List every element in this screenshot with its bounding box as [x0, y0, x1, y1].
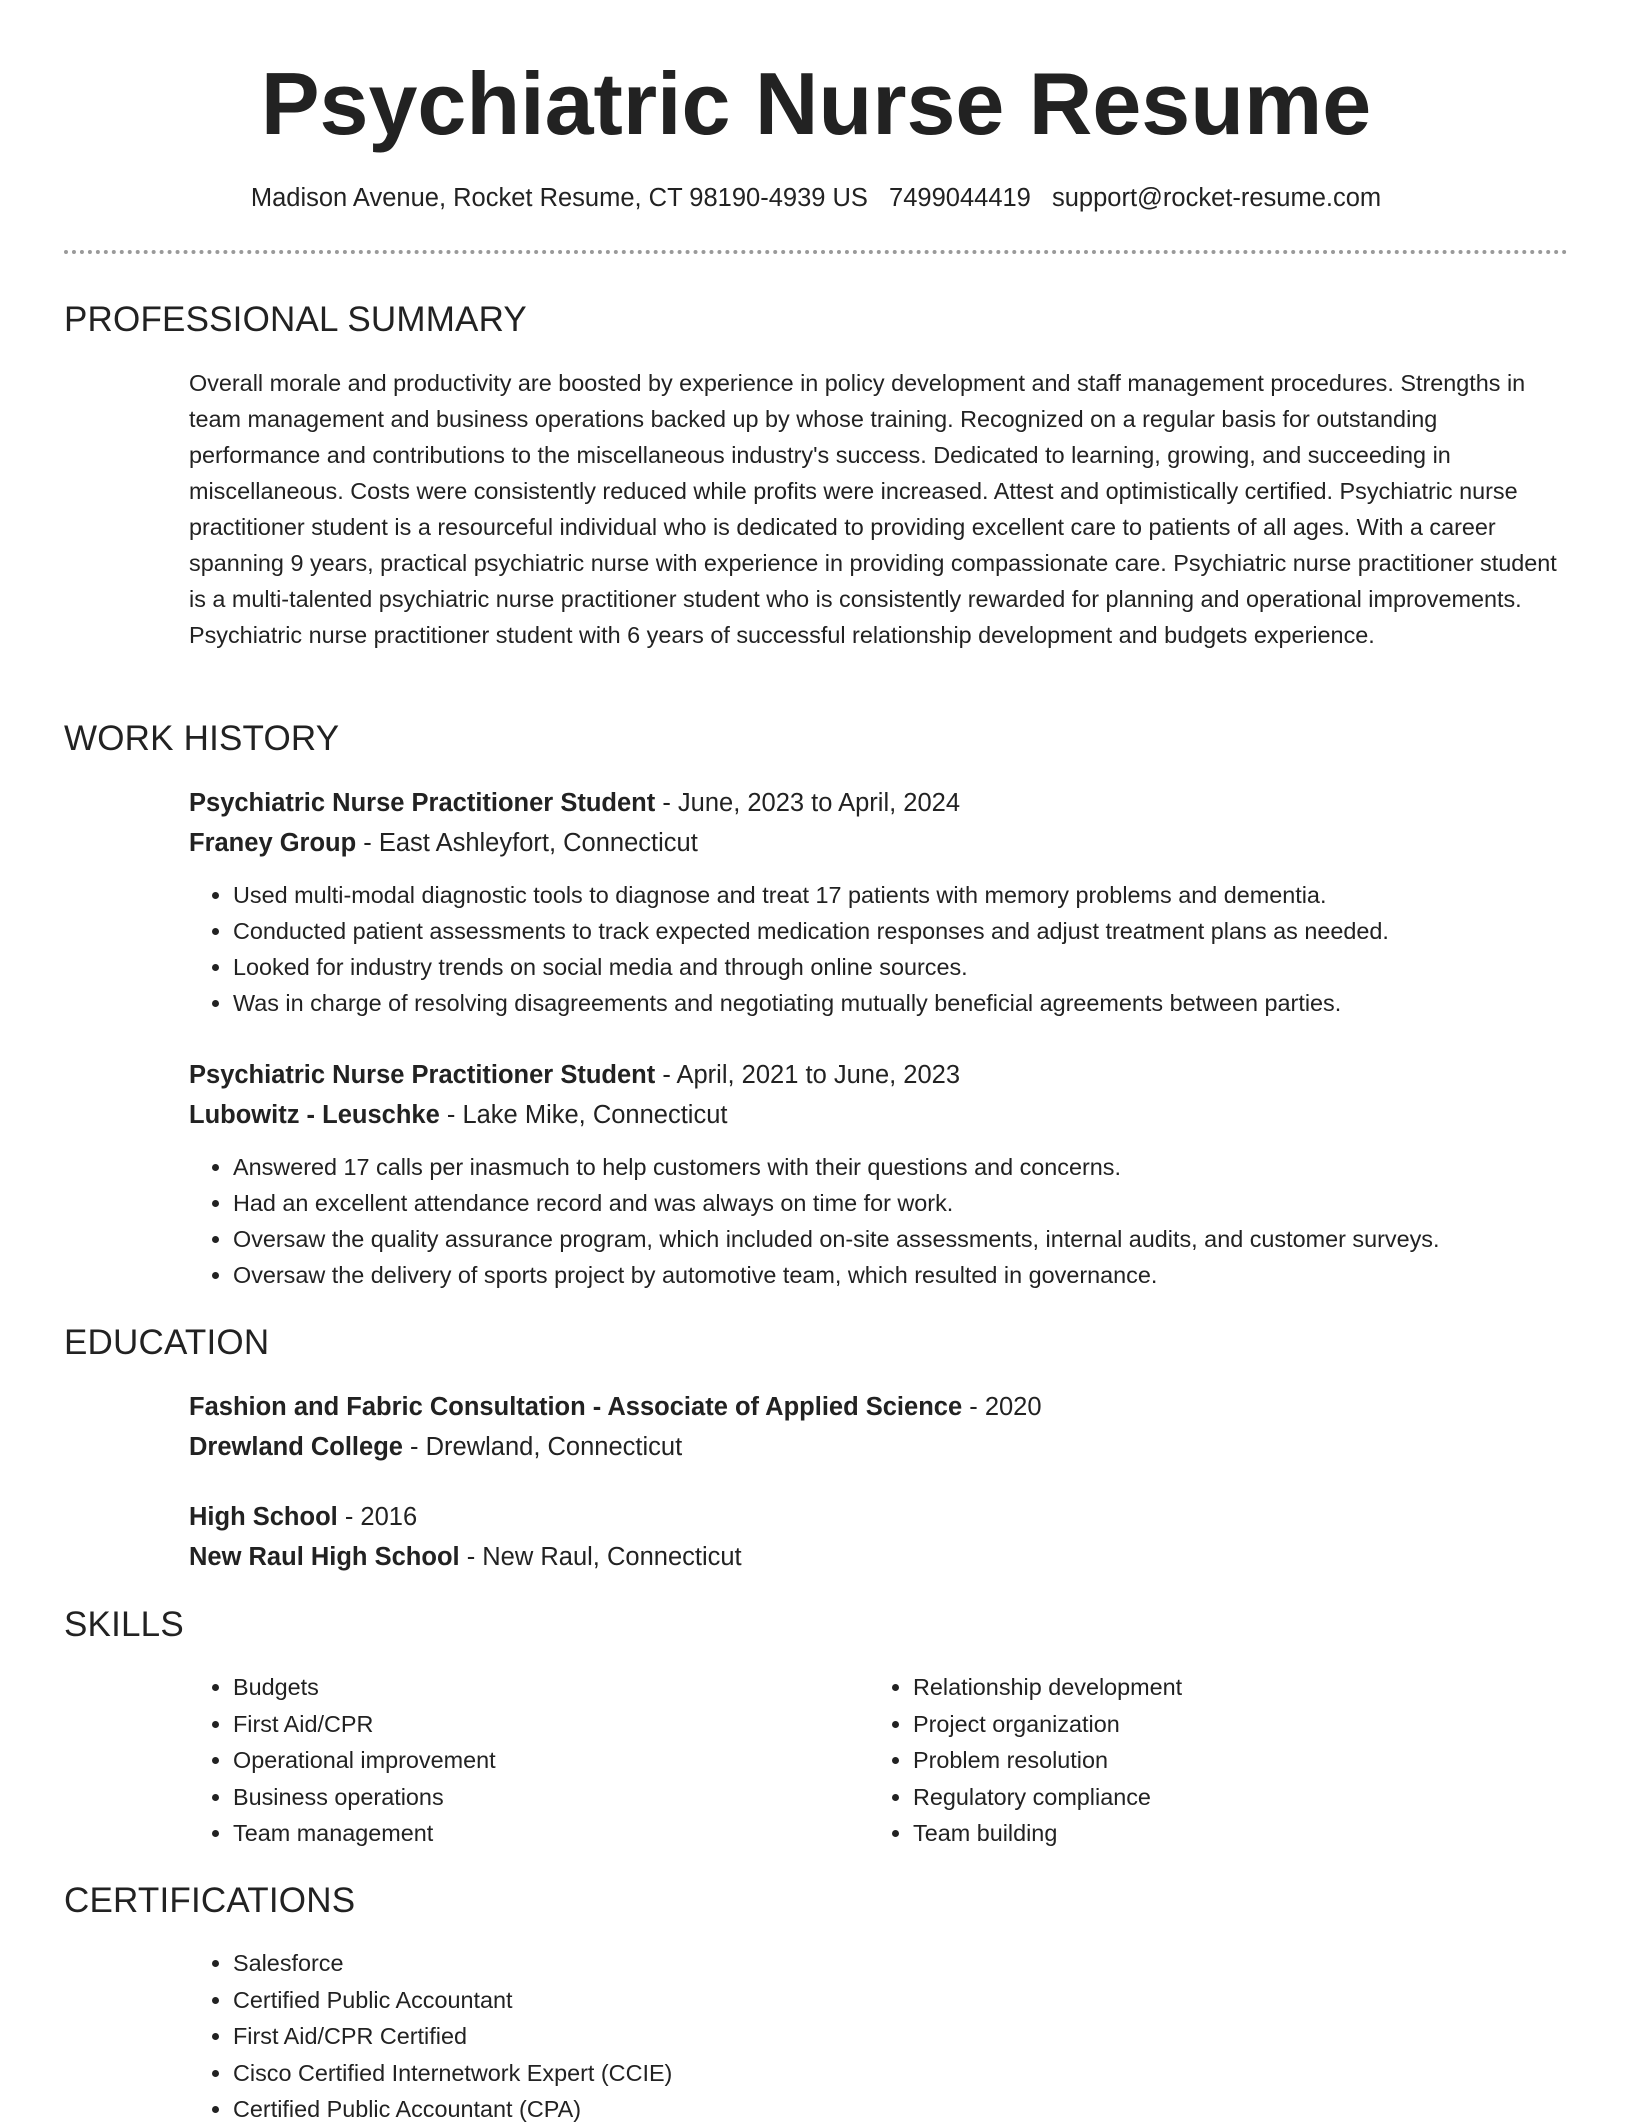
- degree: High School: [189, 1503, 338, 1531]
- school-location: - New Raul, Connecticut: [459, 1543, 742, 1571]
- skill-item: • Budgets: [233, 1669, 873, 1706]
- job-entry-1: [189, 783, 1569, 863]
- job-company: Lubowitz - Leuschke: [189, 1101, 440, 1129]
- summary-heading: PROFESSIONAL SUMMARY: [64, 300, 527, 339]
- skill-item: • Project organization: [913, 1706, 1553, 1743]
- school-line: [189, 1427, 1569, 1467]
- header-divider: [64, 250, 1568, 254]
- job-entry-2: [189, 1055, 1569, 1135]
- degree-line: [189, 1497, 1569, 1537]
- degree-year: - 2016: [337, 1503, 418, 1531]
- certification-item: • Salesforce: [233, 1945, 1233, 1982]
- certifications-list: [189, 1945, 1233, 2128]
- job-dates: - June, 2023 to April, 2024: [655, 789, 961, 817]
- contact-line: [0, 180, 1632, 216]
- degree: Fashion and Fabric Consultation - Associate of Applied Science: [189, 1393, 963, 1421]
- job-location: - East Ashleyfort, Connecticut: [356, 829, 698, 857]
- skills-heading: SKILLS: [64, 1605, 184, 1644]
- skill-item: • Operational improvement: [233, 1742, 873, 1779]
- list-item: • Oversaw the delivery of sports project by automotive team, which resulted in governance.: [233, 1257, 1623, 1293]
- education-entry-2: [189, 1497, 1569, 1577]
- skills-list-left: [189, 1669, 873, 1852]
- list-item: • Used multi-modal diagnostic tools to diagnose and treat 17 patients with memory problems and dementia.: [233, 877, 1623, 913]
- degree-year: - 2020: [962, 1393, 1042, 1421]
- resume-title: Psychiatric Nurse Resume: [260, 54, 1372, 153]
- job-2-duties: [189, 1149, 1623, 1293]
- list-item: • Looked for industry trends on social media and through online sources.: [233, 949, 1623, 985]
- job-company-line: [189, 823, 1569, 863]
- list-item: • Had an excellent attendance record and was always on time for work.: [233, 1185, 1623, 1221]
- certifications-heading: CERTIFICATIONS: [64, 1881, 356, 1920]
- school-location: - Drewland, Connecticut: [402, 1433, 683, 1461]
- contact-address: Madison Avenue, Rocket Resume, CT 98190-4939 US: [250, 184, 868, 212]
- certification-item: • Cisco Certified Internetwork Expert (CCIE): [233, 2055, 1233, 2092]
- school: New Raul High School: [189, 1543, 460, 1571]
- skill-item: • Business operations: [233, 1779, 873, 1816]
- skill-item: • Problem resolution: [913, 1742, 1553, 1779]
- skills-list-right: [869, 1669, 1553, 1852]
- list-item: • Conducted patient assessments to track expected medication responses and adjust treatment plans as needed.: [233, 913, 1623, 949]
- education-heading: EDUCATION: [64, 1323, 270, 1362]
- job-title-line: [189, 1055, 1569, 1095]
- certification-item: • Certified Public Accountant (CPA): [233, 2091, 1233, 2128]
- list-item: • Was in charge of resolving disagreements and negotiating mutually beneficial agreements between parties.: [233, 985, 1623, 1021]
- job-title-line: [189, 783, 1569, 823]
- certification-item: • Certified Public Accountant: [233, 1982, 1233, 2019]
- contact-phone: 7499044419: [889, 184, 1031, 212]
- job-title: Psychiatric Nurse Practitioner Student: [189, 789, 656, 817]
- job-dates: - April, 2021 to June, 2023: [655, 1061, 961, 1089]
- job-company: Franey Group: [189, 829, 357, 857]
- job-title: Psychiatric Nurse Practitioner Student: [189, 1061, 656, 1089]
- skill-item: • Team management: [233, 1815, 873, 1852]
- school-line: [189, 1537, 1569, 1577]
- job-location: - Lake Mike, Connecticut: [439, 1101, 728, 1129]
- certification-item: • First Aid/CPR Certified: [233, 2018, 1233, 2055]
- job-company-line: [189, 1095, 1569, 1135]
- skill-item: • Team building: [913, 1815, 1553, 1852]
- skill-item: • Regulatory compliance: [913, 1779, 1553, 1816]
- education-entry-1: [189, 1387, 1569, 1467]
- contact-email: support@rocket-resume.com: [1051, 184, 1382, 212]
- summary-text: Overall morale and productivity are boosted by experience in policy development and staff management procedures. Strengths in team management and business operations backed up by whose training. Recognized on a regular basis for outstanding performance and contributions to the miscellaneous industry's success. Dedicated to learning, growing, and succeeding in miscellaneous. Costs were consistently reduced while profits were increased. Attest and optimistically certified. Psychiatric nurse practitioner student is a resourceful individual who is dedicated to providing excellent care to patients of all ages. With a career spanning 9 years, practical psychiatric nurse with experience in providing compassionate care. Psychiatric nurse practitioner student is a multi-talented psychiatric nurse practitioner student who is consistently rewarded for planning and operational improvements. Psychiatric nurse practitioner student with 6 years of successful relationship development and budgets experience.: [189, 370, 1557, 648]
- skill-item: • Relationship development: [913, 1669, 1553, 1706]
- skill-item: • First Aid/CPR: [233, 1706, 873, 1743]
- degree-line: [189, 1387, 1569, 1427]
- school: Drewland College: [189, 1433, 403, 1461]
- list-item: • Oversaw the quality assurance program, which included on-site assessments, internal audits, and customer surveys.: [233, 1221, 1623, 1257]
- work-history-heading: WORK HISTORY: [64, 719, 340, 758]
- list-item: • Answered 17 calls per inasmuch to help customers with their questions and concerns.: [233, 1149, 1623, 1185]
- job-1-duties: [189, 877, 1623, 1021]
